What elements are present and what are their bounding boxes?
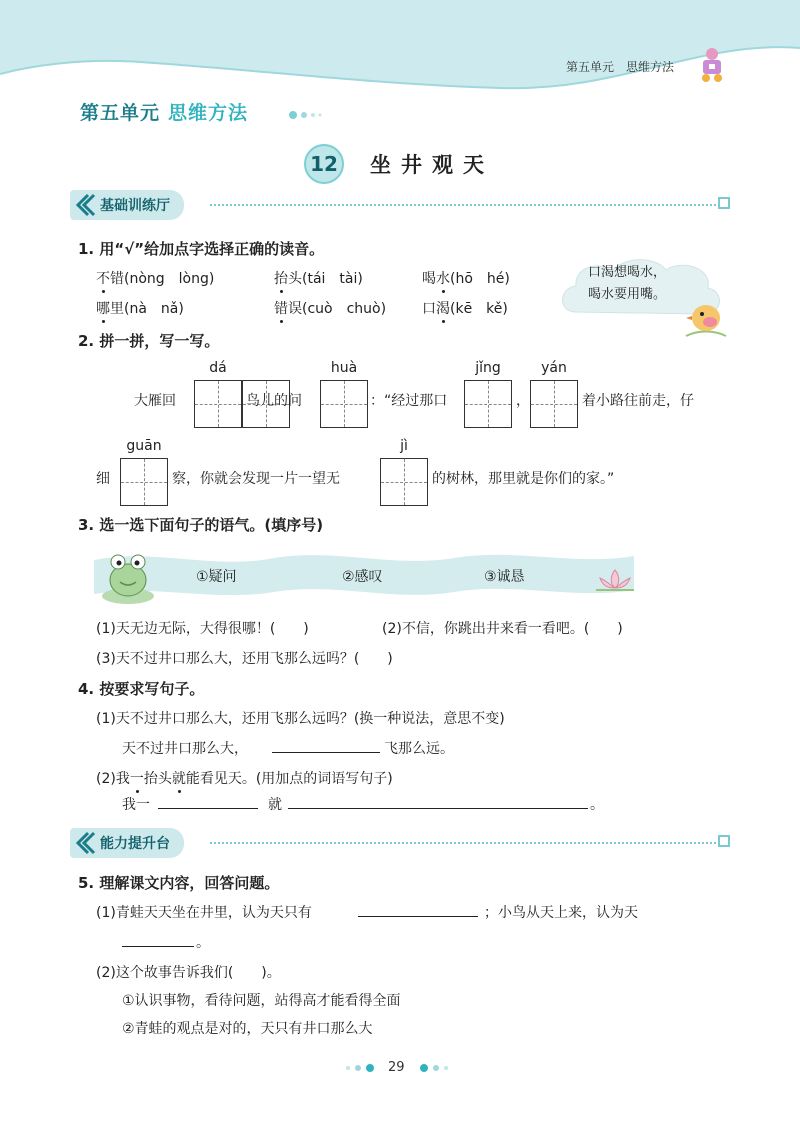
q2-text: 察，你就会发现一片一望无 bbox=[172, 471, 340, 487]
section-square-icon bbox=[718, 835, 730, 847]
tip-line: 喝水要用嘴。 bbox=[588, 287, 667, 302]
pinyin: jì bbox=[400, 438, 408, 454]
section-divider bbox=[210, 842, 716, 844]
writing-box[interactable] bbox=[380, 458, 428, 506]
header-unit-label: 第五单元 思维方法 bbox=[566, 60, 675, 74]
q4-prompt-2: (2)我一抬头就能看见天。(用加点的词语写句子) bbox=[96, 768, 393, 788]
tone-option: ②感叹 bbox=[342, 569, 383, 585]
frog-icon bbox=[100, 548, 156, 606]
mascot-robot-icon bbox=[694, 44, 730, 84]
q5-text: ；小鸟从天上来，认为天 bbox=[484, 905, 638, 921]
writing-box[interactable] bbox=[194, 380, 242, 428]
chevron-icon bbox=[74, 831, 96, 855]
tip-line: 口渴想喝水， bbox=[588, 265, 667, 280]
unit-subtitle: 思维方法 bbox=[168, 102, 249, 124]
writing-box[interactable] bbox=[320, 380, 368, 428]
pinyin: guān bbox=[126, 438, 162, 454]
pinyin: jǐng bbox=[475, 360, 501, 376]
section-tab bbox=[70, 828, 184, 858]
chevron-icon bbox=[74, 193, 96, 217]
question-5-title: 5. 理解课文内容，回答问题。 bbox=[78, 874, 280, 892]
q1-item: 口渴(kē kě) bbox=[422, 298, 508, 318]
question-2-title: 2. 拼一拼，写一写。 bbox=[78, 332, 220, 350]
section-divider bbox=[210, 204, 716, 206]
section-title: 能力提升台 bbox=[100, 836, 170, 852]
section-header-ability bbox=[70, 828, 730, 858]
tone-option: ①疑问 bbox=[196, 569, 237, 585]
writing-box[interactable] bbox=[120, 458, 168, 506]
q4-text: 天不过井口那么大， bbox=[122, 741, 248, 757]
unit-label: 第五单元 bbox=[80, 102, 161, 124]
q5-text: 。 bbox=[196, 935, 210, 951]
writing-box[interactable] bbox=[530, 380, 578, 428]
q1-item: 哪里(nà nǎ) bbox=[96, 298, 184, 318]
lesson-heading bbox=[304, 144, 494, 184]
lesson-number-badge: 12 bbox=[304, 144, 344, 184]
footer-dots-left bbox=[344, 1063, 380, 1073]
section-square-icon bbox=[718, 197, 730, 209]
footer-dots-right bbox=[418, 1063, 454, 1073]
q2-text: 的树林，那里就是你们的家。” bbox=[432, 471, 615, 487]
question-1-title: 1. 用“√”给加点字选择正确的读音。 bbox=[78, 240, 325, 258]
unit-title bbox=[80, 98, 248, 125]
lesson-title: 坐井观天 bbox=[370, 153, 494, 177]
q2-text: 鸟儿的问 bbox=[246, 393, 302, 409]
answer-blank[interactable] bbox=[358, 916, 478, 917]
decorative-dots bbox=[288, 110, 328, 120]
q4-text: 我一 bbox=[122, 797, 150, 813]
answer-blank[interactable] bbox=[158, 808, 258, 809]
q1-item: 抬头(tái tài) bbox=[274, 268, 363, 288]
pinyin: dá bbox=[209, 360, 227, 376]
question-4-title: 4. 按要求写句子。 bbox=[78, 680, 205, 698]
bird-icon bbox=[684, 296, 728, 340]
q4-prompt: (1)天不过井口那么大，还用飞那么远吗？(换一种说法，意思不变) bbox=[96, 711, 505, 727]
tip-text bbox=[588, 262, 666, 306]
answer-blank[interactable] bbox=[272, 752, 380, 753]
tone-option: ③诚恳 bbox=[484, 569, 525, 585]
q1-item: 错误(cuò chuò) bbox=[274, 298, 386, 318]
q2-text: 着小路往前走，仔 bbox=[582, 393, 694, 409]
q1-item: 喝水(hō hé) bbox=[422, 268, 510, 288]
q5-text: (1)青蛙天天坐在井里，认为天只有 bbox=[96, 905, 312, 921]
pinyin: huà bbox=[330, 360, 358, 376]
q5-text: (2)这个故事告诉我们( )。 bbox=[96, 965, 281, 981]
q1-item: 不错(nòng lòng) bbox=[96, 268, 214, 288]
q2-text: ， bbox=[516, 393, 530, 409]
q2-text: ：“经过那口 bbox=[370, 393, 448, 409]
section-header-basic bbox=[70, 190, 730, 220]
section-tab bbox=[70, 190, 184, 220]
q2-text: 大雁回 bbox=[134, 393, 176, 409]
q5-option: ②青蛙的观点是对的，天只有井口那么大 bbox=[122, 1021, 373, 1037]
q3-sentence: (1)天无边无际，大得很哪！( ) bbox=[96, 621, 309, 637]
q3-sentence: (3)天不过井口那么大，还用飞那么远吗？( ) bbox=[96, 651, 393, 667]
q2-text: 细 bbox=[96, 471, 110, 487]
pinyin: yán bbox=[541, 360, 567, 376]
writing-box[interactable] bbox=[464, 380, 512, 428]
lotus-icon bbox=[592, 566, 638, 592]
question-3-title: 3. 选一选下面句子的语气。(填序号) bbox=[78, 516, 324, 534]
q5-option: ①认识事物，看待问题，站得高才能看得全面 bbox=[122, 993, 401, 1009]
q4-text: 。 bbox=[590, 797, 604, 813]
page-number: 29 bbox=[388, 1060, 405, 1075]
q4-text: 飞那么远。 bbox=[384, 741, 454, 757]
answer-blank[interactable] bbox=[288, 808, 588, 809]
q3-sentence: (2)不信，你跳出井来看一看吧。( ) bbox=[382, 621, 623, 637]
q4-text: 就 bbox=[268, 797, 282, 813]
section-title: 基础训练厅 bbox=[100, 198, 170, 214]
answer-blank[interactable] bbox=[122, 946, 194, 947]
